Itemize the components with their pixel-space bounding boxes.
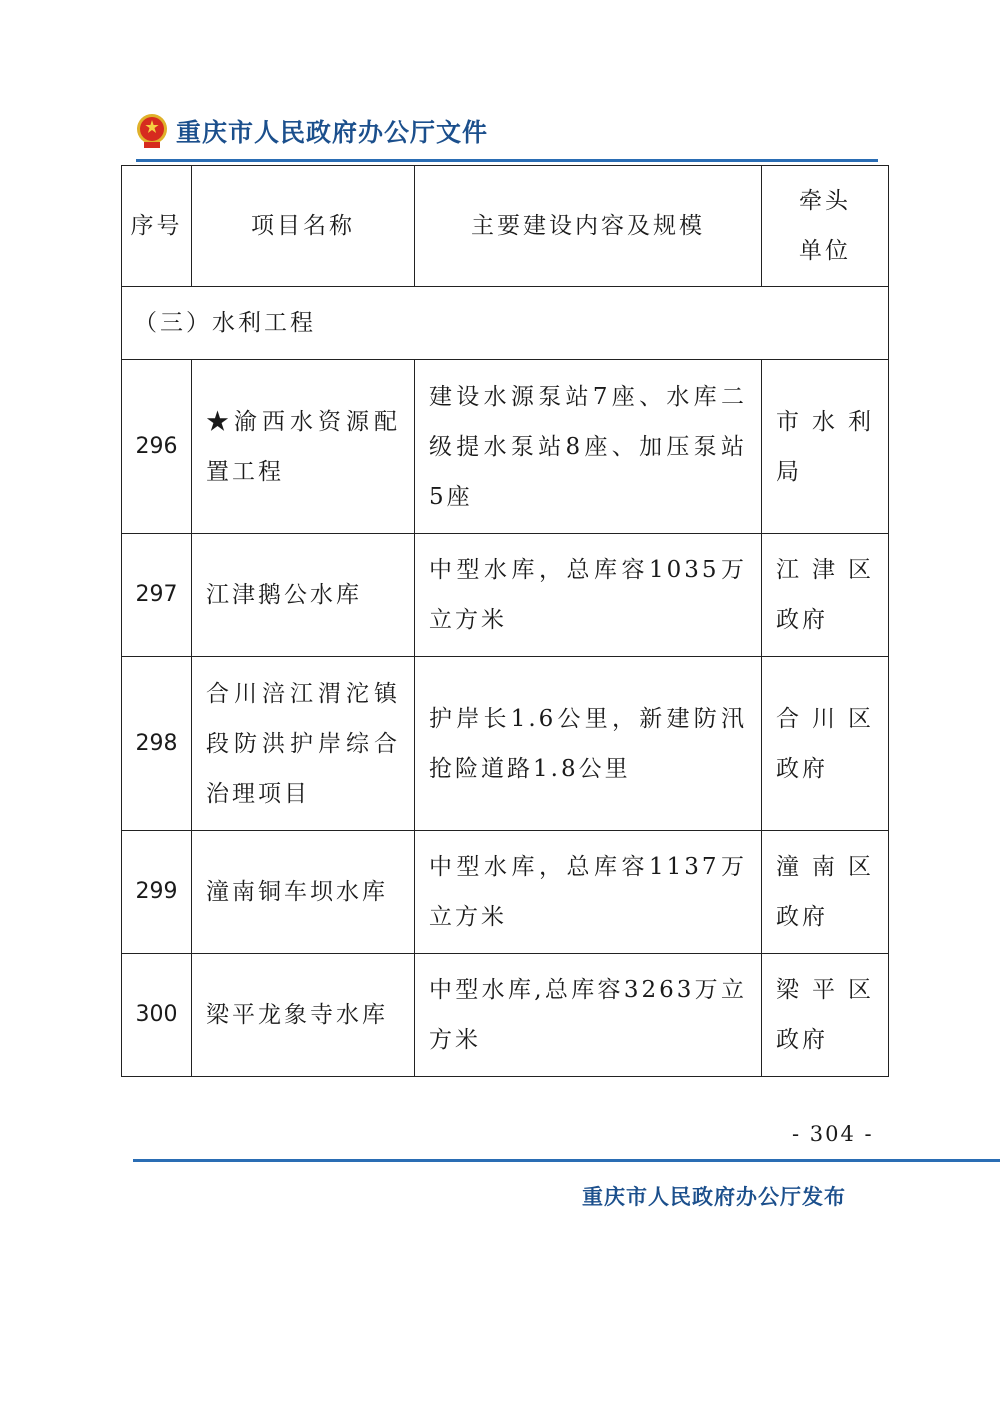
- document-header: [136, 112, 488, 150]
- section-title: （三）水利工程: [122, 287, 889, 360]
- row-number: 297: [122, 534, 192, 657]
- project-content: 中型水库,总库容3263万立方米: [415, 954, 762, 1077]
- footer-divider: [133, 1159, 1000, 1162]
- lead-unit: 江津区政府: [762, 534, 889, 657]
- document-header-title: 重庆市人民政府办公厅文件: [176, 118, 489, 147]
- column-header-no: 序号: [122, 166, 192, 287]
- row-number: 296: [122, 360, 192, 534]
- table-row: [122, 534, 889, 657]
- lead-unit: 市水利局: [762, 360, 889, 534]
- project-name: 合川涪江渭沱镇段防洪护岸综合治理项目: [192, 657, 415, 831]
- footer-publisher: 重庆市人民政府办公厅发布: [582, 1185, 846, 1209]
- project-name: 江津鹅公水库: [192, 534, 415, 657]
- table-row: [122, 657, 889, 831]
- row-number: 300: [122, 954, 192, 1077]
- page-number: - 304 -: [792, 1122, 874, 1146]
- section-row: [122, 287, 889, 360]
- project-content: 护岸长1.6公里，新建防汛抢险道路1.8公里: [415, 657, 762, 831]
- header-divider: [136, 159, 878, 162]
- column-header-name: 项目名称: [192, 166, 415, 287]
- project-name: 潼南铜车坝水库: [192, 831, 415, 954]
- table-row: [122, 954, 889, 1077]
- column-header-unit: 牵头单位: [762, 166, 889, 287]
- project-name: 梁平龙象寺水库: [192, 954, 415, 1077]
- table-row: [122, 360, 889, 534]
- project-content: 中型水库，总库容1137万立方米: [415, 831, 762, 954]
- row-number: 299: [122, 831, 192, 954]
- project-content: 建设水源泵站7座、水库二级提水泵站8座、加压泵站5座: [415, 360, 762, 534]
- table-header-row: [122, 166, 889, 287]
- lead-unit: 梁平区政府: [762, 954, 889, 1077]
- national-emblem-icon: [136, 112, 168, 150]
- project-content: 中型水库，总库容1035万立方米: [415, 534, 762, 657]
- lead-unit: 合川区政府: [762, 657, 889, 831]
- lead-unit: 潼南区政府: [762, 831, 889, 954]
- project-name: ★渝西水资源配置工程: [192, 360, 415, 534]
- row-number: 298: [122, 657, 192, 831]
- table-row: [122, 831, 889, 954]
- column-header-content: 主要建设内容及规模: [415, 166, 762, 287]
- project-table: [121, 165, 889, 1077]
